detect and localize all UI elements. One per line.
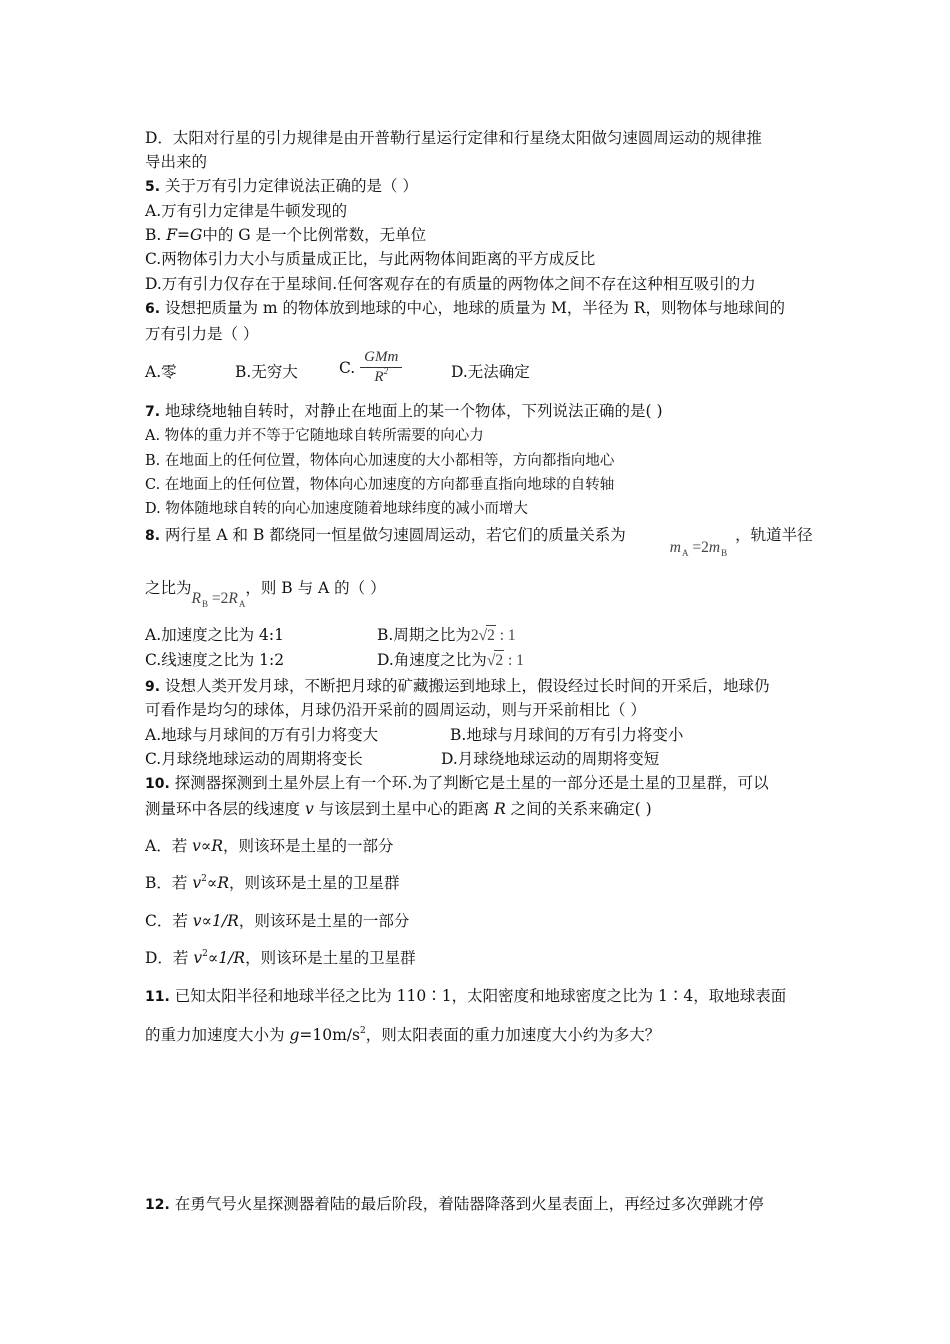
q10-option-d-text: ，则该环是土星的卫星群 [245,949,416,967]
q11-stem-line2-value: =10m/s [299,1026,360,1044]
q5-option-d-text: D.万有引力仅存在于星球间.任何客观存在的有质量的两物体之间不存在这种相互吸引的力 [145,275,756,293]
q6-option-c [339,348,402,388]
sqrt-icon: √ [486,652,496,669]
q9-stem-cont [145,700,646,720]
mass-equals: =2 [688,539,709,556]
q10-stem-line2-a: 测量环中各层的线速度 [145,800,305,818]
q8-stem [145,525,813,558]
q11-unit-exponent: 2 [359,1026,366,1036]
radius-equals: =2 [208,590,229,607]
q4-option-d-line1: D．太阳对行星的引力规律是由开普勒行星运行定律和行星绕太阳做匀速圆周运动的规律推 [145,129,762,147]
q12-stem [145,1194,764,1215]
q9-option-a: A.地球与月球间的万有引力将变大 [145,726,379,744]
q4-option-d-cont [145,152,207,172]
q10-option-c-expr: v∝1/R [192,912,239,930]
q6-option-b: B.无穷大 [235,363,298,381]
q5-option-b-label: B. [145,226,167,244]
q9-options-row2 [145,749,845,769]
q8-radius-relation [192,590,246,607]
q8-stem-text: 两行星 A 和 B 都绕同一恒星做匀速圆周运动，若它们的质量关系为 [165,526,626,544]
q7-option-d-text: D. 物体随地球自转的向心加速度随着地球纬度的减小而增大 [145,501,528,517]
q9-stem-line1: 设想人类开发月球，不断把月球的矿藏搬运到地球上，假设经过长时间的开采后，地球仍 [165,677,770,695]
sqrt-icon: √ [478,627,488,644]
q6-option-c-fraction [360,348,402,388]
radius-subscript: A [238,599,246,609]
q11-stem-line1: 已知太阳半径和地球半径之比为 110∶1，太阳密度和地球密度之比为 1∶4，取地球表面 [174,987,787,1005]
q8-option-c: C.线速度之比为 1:2 [145,651,285,669]
q4-option-d [145,128,762,148]
q11-stem-cont [145,1025,660,1048]
q11-stem-line2-a: 的重力加速度大小为 [145,1026,290,1044]
q8-option-b-label: B.周期之比为 [377,626,471,644]
q5-option-b [145,225,426,245]
q11-stem [145,986,786,1007]
q9-stem-line2: 可看作是均匀的球体，月球仍沿开采前的圆周运动，则与开采前相比（ ） [145,701,646,719]
q10-option-d-exponent: 2 [202,949,208,959]
q9-option-b: B.地球与月球间的万有引力将变小 [450,726,684,744]
q5-number: 5. [145,179,161,195]
q10-option-b-expr: ∝R [206,874,229,892]
q9-option-d: D.月球绕地球运动的周期将变短 [441,750,660,768]
q7-option-b-text: B. 在地面上的任何位置，物体向心加速度的大小都相等，方向都指向地心 [145,453,615,469]
radius-subscript: B [201,599,208,609]
q10-option-d-label: D．若 [145,949,194,967]
q10-option-d-v: v [193,949,203,967]
q6-stem [145,298,785,319]
q8-options-row2 [145,650,845,672]
q7-stem-text: 地球绕地轴自转时，对静止在地面上的某一个物体，下列说法正确的是( ) [165,402,663,420]
q8-stem-cont [145,578,386,609]
q9-stem [145,676,770,697]
radius-symbol: R [228,590,238,607]
q8-option-a: A.加速度之比为 4:1 [145,626,284,644]
radius-symbol: R [191,590,201,607]
q10-symbol-v: v [304,800,314,818]
q8-options-row1 [145,625,845,647]
q12-stem-line1: 在勇气号火星探测器着陆的最后阶段，着陆器降落到火星表面上，再经过多次弹跳才停 [174,1195,764,1213]
q11-number: 11. [145,989,170,1005]
q7-option-b [145,451,614,471]
mass-subscript: A [682,548,689,558]
q4-option-d-line2: 导出来的 [145,153,208,171]
q10-option-b-label: B．若 [145,874,193,892]
q10-option-b-exponent: 2 [201,874,207,884]
q8-stem-line2-prefix: 之比为 [145,579,192,597]
q6-number: 6. [145,301,161,317]
q5-option-a-text: A.万有引力定律是牛顿发现的 [145,202,348,220]
q7-option-a-text: A. 物体的重力并不等于它随地球自转所需要的向心力 [145,428,484,444]
q8-option-b-value [471,627,516,644]
q6-option-c-label: C. [339,359,356,377]
fraction-numerator: GMm [360,348,402,368]
q10-option-a-expr: v∝R [192,837,224,855]
q10-option-c-label: C．若 [145,912,193,930]
q10-option-b-text: ，则该环是土星的卫星群 [229,874,400,892]
q5-option-c [145,249,595,269]
q10-stem-cont [145,799,652,819]
q10-option-b [145,873,400,896]
sqrt-radicand: 2 [487,627,495,644]
q10-option-d-expr: ∝1/R [207,949,246,967]
q7-option-d [145,499,528,519]
q10-stem-line1: 探测器探测到土星外层上有一个环.为了判断它是土星的一部分还是土星的卫星群，可以 [174,774,769,792]
q7-stem [145,401,663,422]
q10-option-a-label: A．若 [145,837,193,855]
q8-option-d [377,650,524,671]
sqrt-radicand: 2 [495,652,504,669]
ratio-tail: : 1 [504,652,524,669]
fraction-denominator [360,368,402,388]
q12-number: 12. [145,1197,170,1213]
q5-stem [145,176,418,197]
q9-number: 9. [145,679,161,695]
q6-stem-cont [145,324,258,344]
q6-stem-line1: 设想把质量为 m 的物体放到地球的中心，地球的质量为 M，半径为 R，则物体与地球间的 [165,299,785,317]
q5-option-a [145,201,347,221]
q10-stem [145,773,769,794]
q8-stem-tail: ，轨道半径 [735,526,813,544]
q5-option-b-text: 中的 G 是一个比例常数，无单位 [202,226,427,244]
q10-option-d [145,948,416,971]
fraction-denominator-exponent: 2 [383,366,389,376]
q6-stem-line2: 万有引力是（ ） [145,325,259,343]
q5-stem-text: 关于万有引力定律说法正确的是（ ） [165,177,418,195]
q10-option-b-v: v [192,874,202,892]
q8-number: 8. [145,528,161,544]
q9-option-c: C.月球绕地球运动的周期将变长 [145,750,363,768]
q11-stem-line2-c: ，则太阳表面的重力加速度大小约为多大？ [365,1026,661,1044]
q10-stem-line2-c: 之间的关系来确定( ) [505,800,652,818]
q10-option-c-text: ，则该环是土星的一部分 [238,912,410,930]
q10-option-c [145,911,409,931]
q5-option-b-formula: F=G [166,226,203,244]
q6-option-d: D.无法确定 [451,363,530,381]
q7-number: 7. [145,404,161,420]
q8-option-b [377,625,516,646]
q10-option-a [145,836,394,856]
q8-option-d-value [487,652,524,669]
q8-option-d-label: D.角速度之比为 [377,651,487,669]
mass-symbol: m [669,539,681,556]
q6-options [145,349,845,385]
q10-symbol-r: R [494,800,506,818]
q8-mass-relation [670,539,727,556]
q10-number: 10. [145,776,170,792]
q10-option-a-text: ，则该环是土星的一部分 [223,837,394,855]
q7-option-c [145,475,614,495]
ratio-tail: : 1 [495,627,516,644]
q8-stem-line2-suffix: ，则 B 与 A 的（ ） [245,579,386,597]
q9-options-row1 [145,725,845,745]
q10-stem-line2-b: 与该层到土星中心的距离 [313,800,495,818]
q11-symbol-g: g [289,1026,300,1044]
fraction-denominator-base: R [374,369,384,385]
q6-option-a: A.零 [145,363,177,381]
q5-option-d [145,274,756,294]
sqrt-coefficient: 2 [470,627,479,644]
mass-symbol: m [708,539,721,556]
q5-option-c-text: C.两物体引力大小与质量成正比，与此两物体间距离的平方成反比 [145,250,596,268]
mass-subscript: B [721,548,728,558]
q7-option-a [145,426,484,446]
q7-option-c-text: C. 在地面上的任何位置，物体向心加速度的方向都垂直指向地球的自转轴 [145,477,615,493]
